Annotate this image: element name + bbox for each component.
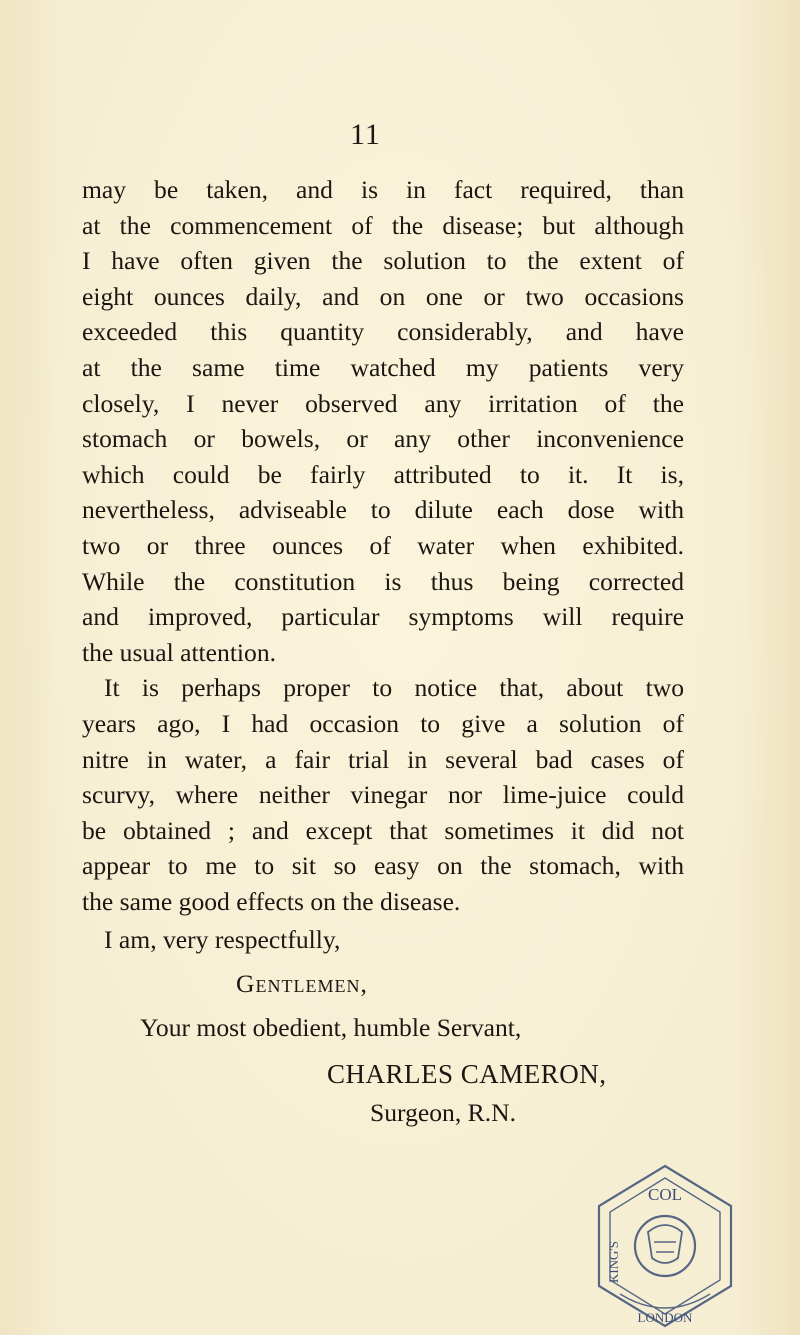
text-line: may be taken, and is in fact required, than (82, 175, 684, 204)
page-number: 11 (350, 118, 381, 151)
text-line: While the constitution is thus being corrected (82, 566, 684, 596)
stamp-text-left: KING'S (606, 1240, 621, 1284)
letter-body (82, 172, 684, 919)
text-line: eight ounces daily, and on one or two occasions (82, 281, 684, 311)
library-stamp-icon (590, 1162, 740, 1330)
text-line: I have often given the solution to the extent of (82, 246, 684, 276)
text-line: closely, I never observed any irritation of the (82, 388, 684, 418)
text-line: the usual attention. (82, 637, 277, 667)
text-line: years ago, I had occasion to give a solution of (82, 708, 684, 738)
text-line: exceeded this quantity considerably, and have (82, 317, 684, 347)
text-line: scurvy, where neither vinegar nor lime-juice could (82, 780, 684, 810)
text-line: which could be fairly attributed to it. It is, (82, 459, 684, 489)
valediction: Your most obedient, humble Servant, (140, 1013, 522, 1042)
text-line: nevertheless, adviseable to dilute each dose with (82, 495, 684, 525)
text-line: nitre in water, a fair trial in several bad cases of (82, 744, 684, 774)
stamp-text-bottom: LONDON (637, 1310, 693, 1325)
text-line: appear to me to sit so easy on the stomach, with (82, 851, 684, 881)
text-line: be obtained ; and except that sometimes it did not (82, 815, 684, 845)
text-line: stomach or bowels, or any other inconvenience (82, 424, 684, 454)
signatory-title: Surgeon, R.N. (370, 1098, 516, 1127)
salutation: Gentlemen, (236, 969, 368, 998)
text-line: at the same time watched my patients very (82, 352, 684, 382)
signature: CHARLES CAMERON, (327, 1059, 607, 1089)
text-line: It is perhaps proper to notice that, about two (104, 673, 684, 703)
closing-line: I am, very respectfully, (104, 925, 341, 954)
text-line: and improved, particular symptoms will require (82, 602, 684, 632)
text-line: the same good effects on the disease. (82, 886, 461, 916)
stamp-text-top: COL (648, 1185, 682, 1204)
text-line: at the commencement of the disease; but although (82, 210, 684, 240)
text-line: two or three ounces of water when exhibited. (82, 530, 684, 560)
